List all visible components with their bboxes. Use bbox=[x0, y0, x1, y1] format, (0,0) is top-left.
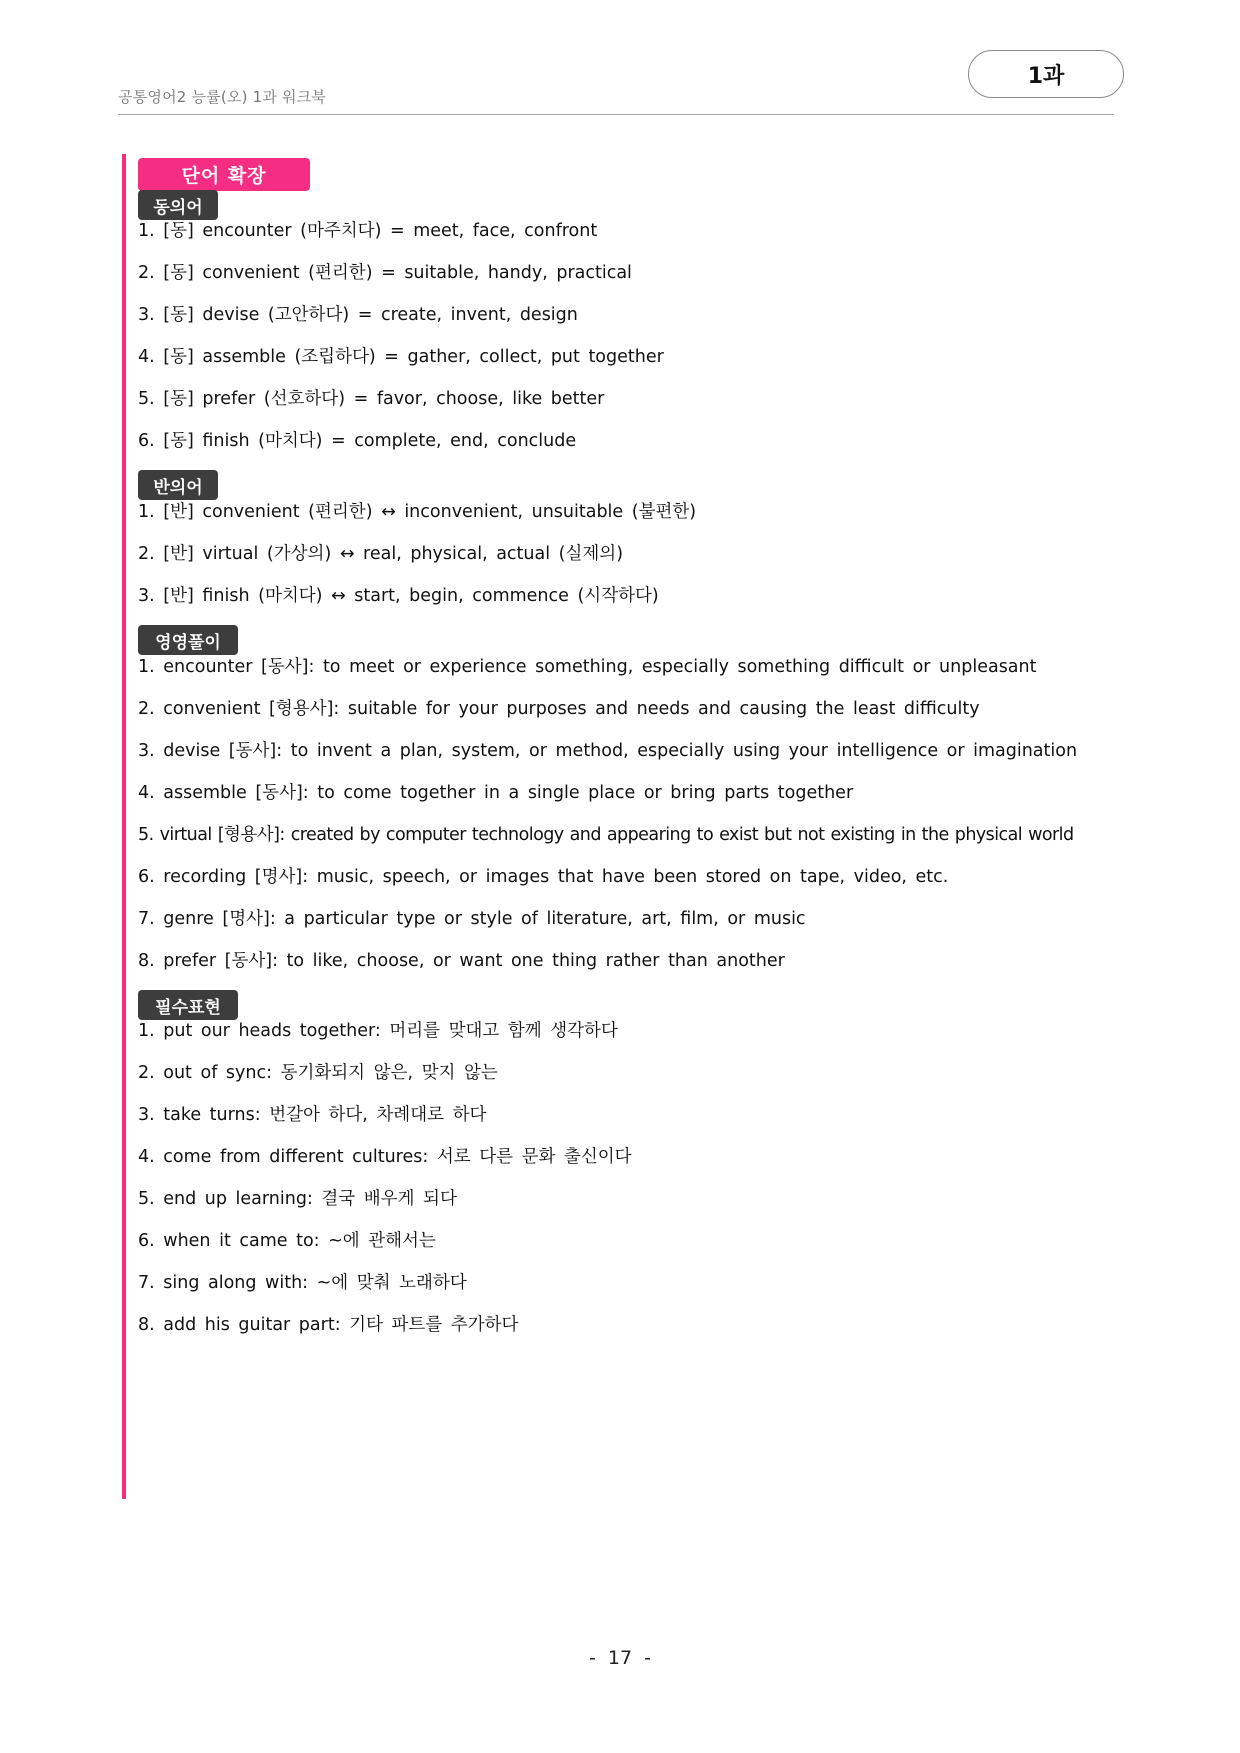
definitions-label: 영영풀이 bbox=[138, 625, 238, 655]
antonyms-label: 반의어 bbox=[138, 470, 218, 500]
definition-item: 2. convenient [형용사]: suitable for your purposes and needs and causing the least difficulty bbox=[138, 699, 980, 719]
expressions-label: 필수표현 bbox=[138, 990, 238, 1020]
antonym-item: 1. [반] convenient (편리한) ↔ inconvenient, unsuitable (불편한) bbox=[138, 502, 697, 522]
definition-item: 8. prefer [동사]: to like, choose, or want one thing rather than another bbox=[138, 951, 785, 971]
definition-item: 3. devise [동사]: to invent a plan, system, or method, especially using your intelligence or imagination bbox=[138, 741, 1078, 761]
workbook-title: 공통영어2 능률(오) 1과 워크북 bbox=[118, 88, 327, 106]
expression-item: 7. sing along with: ~에 맞춰 노래하다 bbox=[138, 1273, 467, 1293]
synonym-item: 2. [동] convenient (편리한) = suitable, handy, practical bbox=[138, 263, 632, 283]
header-divider bbox=[118, 114, 1114, 115]
definition-item: 7. genre [명사]: a particular type or style of literature, art, film, or music bbox=[138, 909, 806, 929]
antonym-item: 2. [반] virtual (가상의) ↔ real, physical, actual (실제의) bbox=[138, 544, 624, 564]
expression-item: 5. end up learning: 결국 배우게 되다 bbox=[138, 1189, 457, 1209]
definition-item: 1. encounter [동사]: to meet or experience something, especially something difficult or unpleasant bbox=[138, 657, 1037, 677]
expression-item: 1. put our heads together: 머리를 맞대고 함께 생각하다 bbox=[138, 1021, 618, 1041]
lesson-label: 1과 bbox=[1027, 63, 1065, 89]
antonym-item: 3. [반] finish (마치다) ↔ start, begin, commence (시작하다) bbox=[138, 586, 659, 606]
definition-item: 5. virtual [형용사]: created by computer technology and appearing to exist but not existing in the physical world bbox=[138, 825, 1074, 845]
synonym-item: 6. [동] finish (마치다) = complete, end, conclude bbox=[138, 431, 577, 451]
synonym-item: 3. [동] devise (고안하다) = create, invent, design bbox=[138, 305, 578, 325]
expression-item: 8. add his guitar part: 기타 파트를 추가하다 bbox=[138, 1315, 519, 1335]
expression-item: 6. when it came to: ~에 관해서는 bbox=[138, 1231, 436, 1251]
lesson-badge bbox=[968, 50, 1124, 98]
vocabulary-expansion-section bbox=[122, 154, 1122, 1499]
synonym-item: 4. [동] assemble (조립하다) = gather, collect, put together bbox=[138, 347, 664, 367]
section-title-badge: 단어 확장 bbox=[138, 158, 310, 191]
synonym-item: 1. [동] encounter (마주치다) = meet, face, confront bbox=[138, 221, 598, 241]
expression-item: 3. take turns: 번갈아 하다, 차례대로 하다 bbox=[138, 1105, 487, 1125]
page-number: - 17 - bbox=[589, 1647, 651, 1669]
definition-item: 4. assemble [동사]: to come together in a single place or bring parts together bbox=[138, 783, 854, 803]
expression-item: 4. come from different cultures: 서로 다른 문화 출신이다 bbox=[138, 1147, 632, 1167]
expression-item: 2. out of sync: 동기화되지 않은, 맞지 않는 bbox=[138, 1063, 498, 1083]
definition-item: 6. recording [명사]: music, speech, or images that have been stored on tape, video, etc. bbox=[138, 867, 949, 887]
synonyms-label: 동의어 bbox=[138, 190, 218, 220]
synonym-item: 5. [동] prefer (선호하다) = favor, choose, like better bbox=[138, 389, 605, 409]
